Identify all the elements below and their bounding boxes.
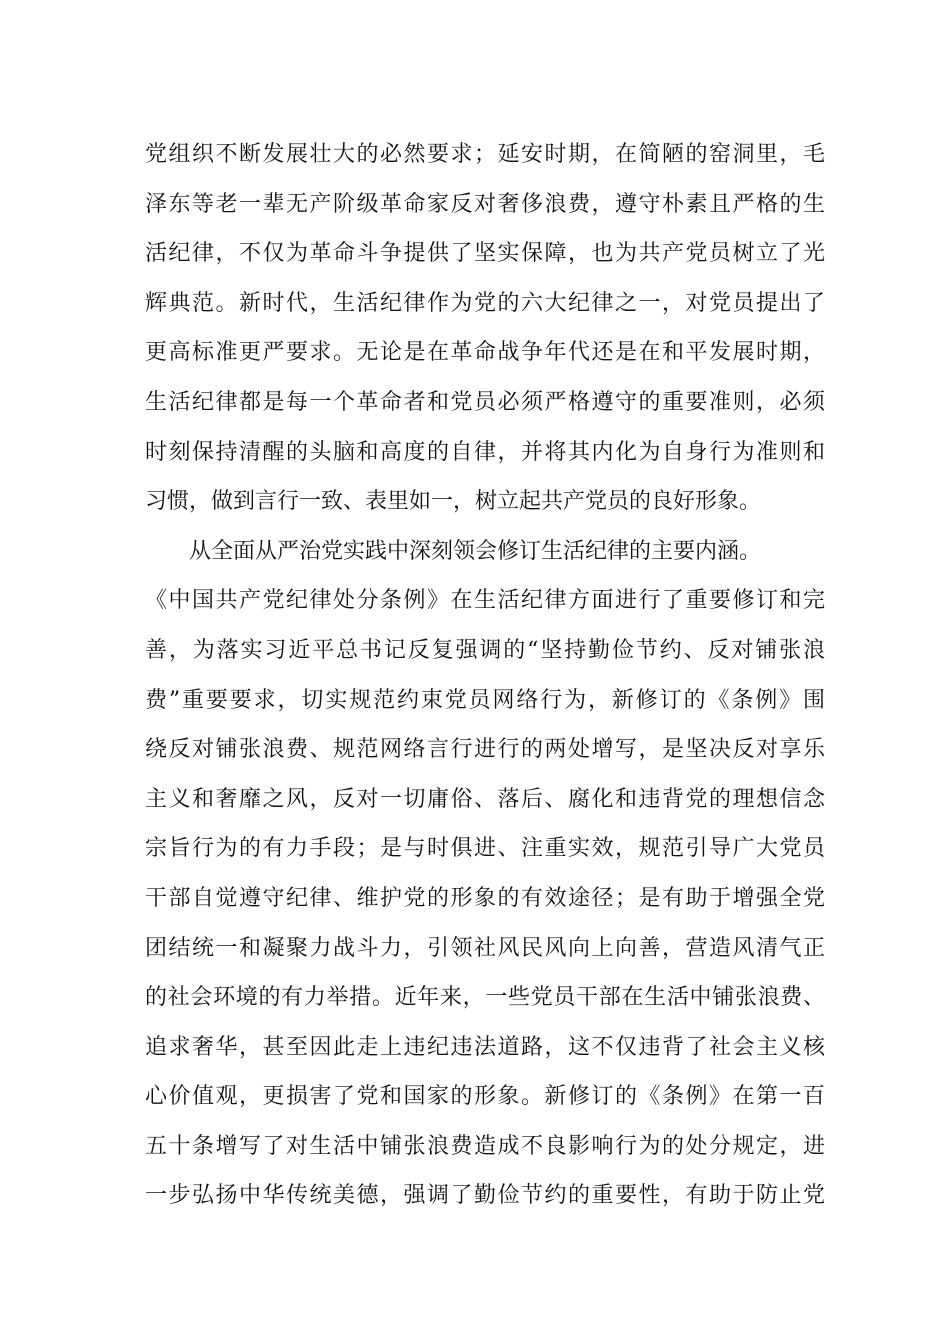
text-line: 绕反对铺张浪费、规范网络言行进行的两处增写，是坚决反对享乐: [145, 737, 825, 763]
paragraph-life-discipline: [145, 527, 825, 1221]
text-line: 生活纪律都是每一个革命者和党员必须严格遵守的重要准则，必须: [145, 389, 825, 415]
text-line: 团结统一和凝聚力战斗力，引领社风民风向上向善，营造风清气正: [145, 935, 825, 961]
text-line: 心价值观，更损害了党和国家的形象。新修订的《条例》在第一百: [145, 1084, 825, 1110]
text-line: 辉典范。新时代，生活纪律作为党的六大纪律之一，对党员提出了: [145, 290, 825, 316]
text-line: 追求奢华，甚至因此走上违纪违法道路，这不仅违背了社会主义核: [145, 1034, 825, 1060]
body-text: [145, 130, 825, 1221]
text-line: 时刻保持清醒的头脑和高度的自律，并将其内化为自身行为准则和: [145, 439, 825, 465]
text-line: 党组织不断发展壮大的必然要求；延安时期，在简陋的窑洞里，毛: [145, 142, 825, 167]
text-line: 善，为落实习近平总书记反复强调的“坚持勤俭节约、反对铺张浪: [145, 637, 825, 663]
paragraph-heading-line: 从全面从严治党实践中深刻领会修订生活纪律的主要内涵。: [189, 538, 762, 564]
text-line: 主义和奢靡之风，反对一切庸俗、落后、腐化和违背党的理想信念: [145, 786, 825, 812]
text-line: 一步弘扬中华传统美德，强调了勤俭节约的重要性，有助于防止党: [145, 1183, 825, 1209]
text-line: 费”重要要求，切实规范约束党员网络行为，新修订的《条例》围: [145, 687, 825, 713]
text-line: 更高标准更严要求。无论是在革命战争年代还是在和平发展时期，: [145, 340, 825, 366]
text-line: 活纪律，不仅为革命斗争提供了坚实保障，也为共产党员树立了光: [145, 241, 825, 267]
text-line: 干部自觉遵守纪律、维护党的形象的有效途径；是有助于增强全党: [145, 885, 825, 911]
text-line: 宗旨行为的有力手段；是与时俱进、注重实效，规范引导广大党员: [145, 836, 825, 862]
paragraph-continued: [145, 130, 825, 527]
text-line: 的社会环境的有力举措。近年来，一些党员干部在生活中铺张浪费、: [145, 985, 825, 1011]
text-line: 《中国共产党纪律处分条例》在生活纪律方面进行了重要修订和完: [145, 588, 825, 614]
text-line: 泽东等老一辈无产阶级革命家反对奢侈浪费，遵守朴素且严格的生: [145, 191, 825, 217]
text-line: 五十条增写了对生活中铺张浪费造成不良影响行为的处分规定，进: [145, 1133, 825, 1159]
text-line: 习惯，做到言行一致、表里如一，树立起共产党员的良好形象。: [145, 489, 762, 515]
